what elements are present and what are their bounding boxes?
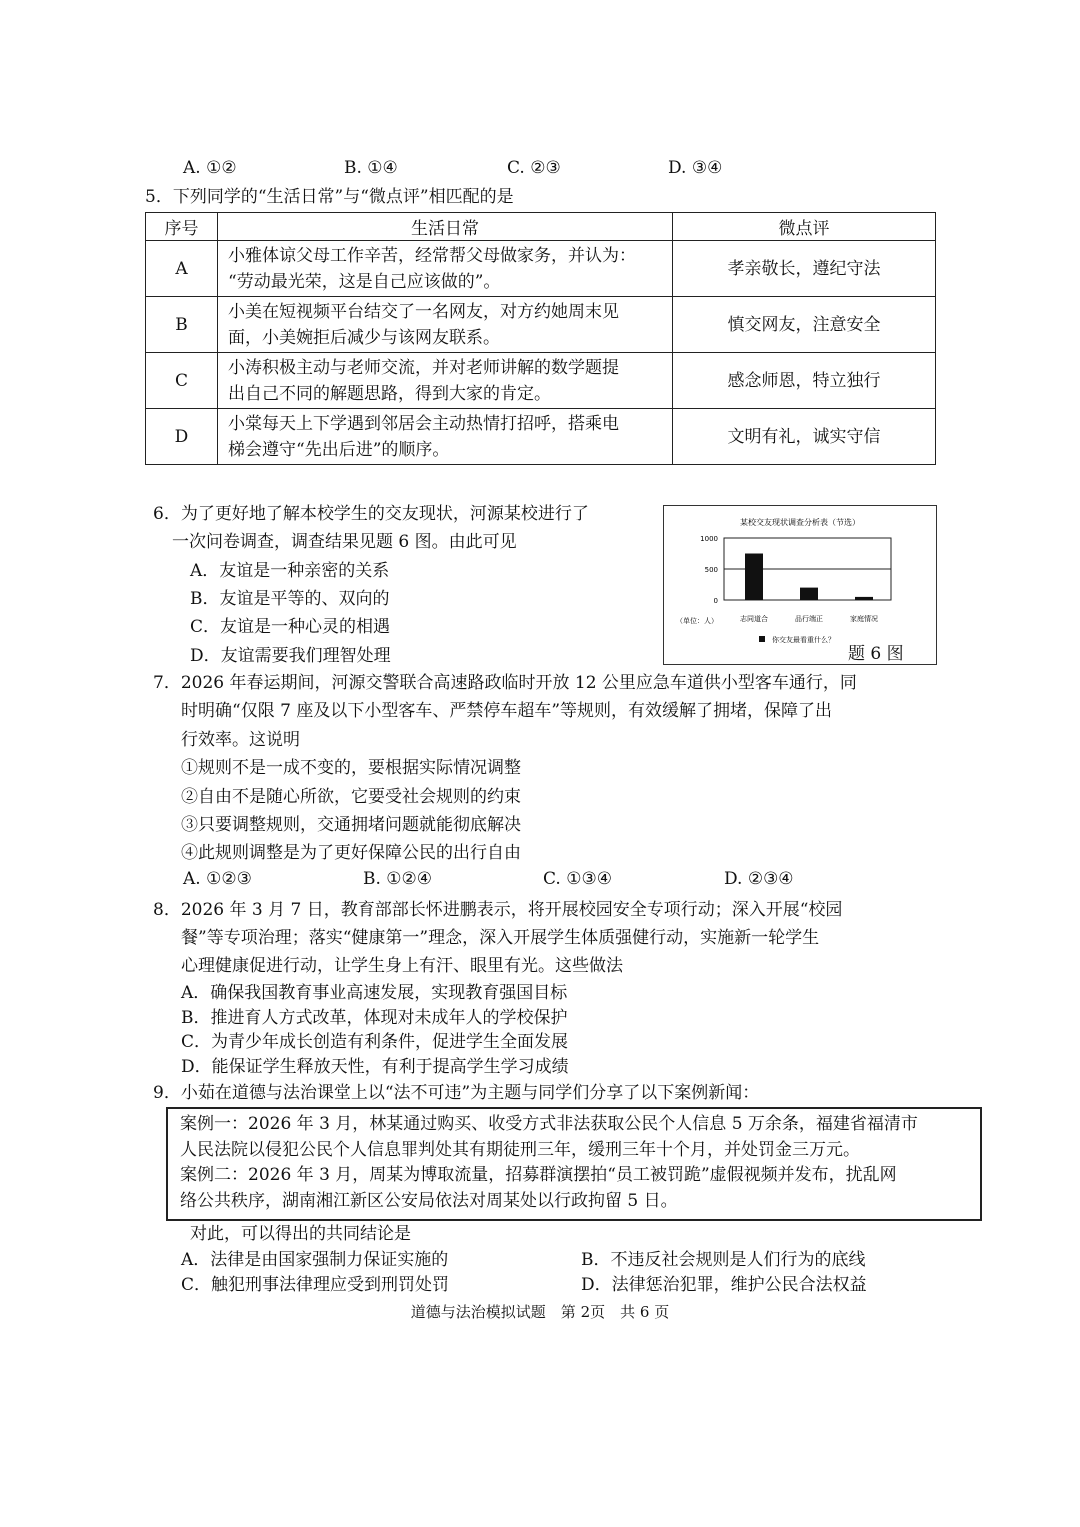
q6-stem-line-2: 一次问卷调查，调查结果见题 6 图。由此可见 bbox=[172, 532, 517, 552]
q9-stem: 9．小茹在道德与法治课堂上以“法不可违”为主题与同学们分享了以下案例新闻： bbox=[153, 1083, 760, 1103]
legend-label: 你交友最看重什么？ bbox=[772, 636, 835, 644]
row-id: B bbox=[146, 297, 218, 353]
x-tick-label: 家庭情况 bbox=[850, 615, 878, 623]
q9-option-b: B．不违反社会规则是人们行为的底线 bbox=[581, 1250, 866, 1270]
case-line: 案例二：2026 年 3 月，周某为博取流量，招募群演摆拍“员工被罚跪”虚假视频并发布，扰乱网 bbox=[180, 1165, 897, 1185]
chart-title: 某校交友现状调查分析表（节选） bbox=[740, 518, 860, 527]
row-daily bbox=[218, 241, 673, 297]
q9-prompt: 对此，可以得出的共同结论是 bbox=[190, 1224, 411, 1244]
q7-option-a: A. ①②③ bbox=[183, 869, 252, 889]
q4-option-c: C. ②③ bbox=[507, 158, 561, 178]
x-tick-label: 志同道合 bbox=[740, 615, 768, 623]
q8-option-a: A．确保我国教育事业高速发展，实现教育强国目标 bbox=[181, 983, 568, 1003]
q6-option-b: B．友谊是平等的、双向的 bbox=[190, 589, 390, 609]
daily-line: 梯会遵守“先出后进”的顺序。 bbox=[228, 439, 450, 460]
q6-option-d: D．友谊需要我们理智处理 bbox=[190, 646, 391, 666]
row-id: A bbox=[146, 241, 218, 297]
bar-1 bbox=[745, 554, 763, 601]
header-daily: 生活日常 bbox=[218, 213, 673, 241]
q7-statement-3: ③只要调整规则，交通拥堵问题就能彻底解决 bbox=[181, 815, 521, 835]
row-daily bbox=[218, 353, 673, 409]
y-tick-label: 500 bbox=[704, 566, 718, 574]
case-line: 络公共秩序，湖南湘江新区公安局依法对周某处以行政拘留 5 日。 bbox=[180, 1191, 678, 1211]
case-line: 案例一：2026 年 3 月，林某通过购买、收受方式非法获取公民个人信息 5 万余条，福建省福清市 bbox=[180, 1114, 918, 1134]
q6-option-a: A．友谊是一种亲密的关系 bbox=[190, 561, 390, 581]
row-comment: 孝亲敬长，遵纪守法 bbox=[673, 241, 936, 297]
bar-2 bbox=[800, 588, 818, 600]
daily-line: 小棠每天上下学遇到邻居会主动热情打招呼，搭乘电 bbox=[228, 413, 619, 434]
q7-stem-line-2: 时明确“仅限 7 座及以下小型客车、严禁停车超车”等规则，有效缓解了拥堵，保障了出 bbox=[181, 701, 833, 721]
bar-3 bbox=[855, 597, 873, 600]
header-id: 序号 bbox=[146, 213, 218, 241]
daily-line: 小美在短视频平台结交了一名网友，对方约她周末见 bbox=[228, 301, 619, 322]
table-row bbox=[146, 353, 936, 409]
table-row bbox=[146, 241, 936, 297]
q7-option-d: D. ②③④ bbox=[724, 869, 794, 889]
daily-line: 小涛积极主动与老师交流，并对老师讲解的数学题提 bbox=[228, 357, 619, 378]
q5-stem: 5．下列同学的“生活日常”与“微点评”相匹配的是 bbox=[145, 187, 514, 207]
q8-stem-line-2: 餐”等专项治理；落实“健康第一”理念，深入开展学生体质强健行动，实施新一轮学生 bbox=[181, 928, 820, 948]
q8-option-b: B．推进育人方式改革，体现对未成年人的学校保护 bbox=[181, 1008, 568, 1028]
row-comment: 文明有礼，诚实守信 bbox=[673, 409, 936, 465]
legend-swatch bbox=[759, 636, 765, 642]
row-comment: 感念师恩，特立独行 bbox=[673, 353, 936, 409]
q9-option-a: A．法律是由国家强制力保证实施的 bbox=[181, 1250, 449, 1270]
figure-caption: 题 6 图 bbox=[848, 644, 904, 664]
row-id: C bbox=[146, 353, 218, 409]
q8-option-c: C．为青少年成长创造有利条件，促进学生全面发展 bbox=[181, 1032, 569, 1052]
row-daily bbox=[218, 297, 673, 353]
daily-line: 面，小美婉拒后减少与该网友联系。 bbox=[228, 327, 500, 348]
q4-option-d: D. ③④ bbox=[668, 158, 723, 178]
header-comment: 微点评 bbox=[673, 213, 936, 241]
table-header-row bbox=[146, 213, 936, 241]
y-tick-label: 0 bbox=[713, 597, 718, 605]
table-row bbox=[146, 409, 936, 465]
q7-option-c: C. ①③④ bbox=[543, 869, 612, 889]
row-daily bbox=[218, 409, 673, 465]
page-footer: 道德与法治模拟试题 第 2页 共 6 页 bbox=[410, 1303, 670, 1321]
table-row bbox=[146, 297, 936, 353]
q8-stem-line-1: 8．2026 年 3 月 7 日，教育部部长怀进鹏表示，将开展校园安全专项行动；深入开展“校园 bbox=[153, 900, 843, 920]
q7-stem-line-3: 行效率。这说明 bbox=[181, 730, 300, 750]
q9-option-c: C．触犯刑事法律理应受到刑罚处罚 bbox=[181, 1275, 450, 1295]
x-tick-label: 品行端正 bbox=[795, 615, 823, 623]
case-line: 人民法院以侵犯公民个人信息罪判处其有期徒刑三年，缓刑三年十个月，并处罚金三万元。 bbox=[180, 1140, 860, 1160]
row-id: D bbox=[146, 409, 218, 465]
q6-stem-line-1: 6．为了更好地了解本校学生的交友现状，河源某校进行了 bbox=[153, 504, 589, 524]
daily-line: 小雅体谅父母工作辛苦，经常帮父母做家务，并认为： bbox=[228, 245, 636, 266]
q8-stem-line-3: 心理健康促进行动，让学生身上有汗、眼里有光。这些做法 bbox=[181, 956, 623, 976]
q6-option-c: C．友谊是一种心灵的相遇 bbox=[190, 617, 391, 637]
q8-option-d: D．能保证学生释放天性，有利于提高学生学习成绩 bbox=[181, 1057, 569, 1077]
row-comment: 慎交网友，注意安全 bbox=[673, 297, 936, 353]
q7-statement-4: ④此规则调整是为了更好保障公民的出行自由 bbox=[181, 843, 521, 863]
q6-figure bbox=[663, 505, 937, 665]
q4-option-b: B. ①④ bbox=[344, 158, 398, 178]
unit-label: （单位：人） bbox=[676, 617, 718, 625]
q7-statement-1: ①规则不是一成不变的，要根据实际情况调整 bbox=[181, 758, 521, 778]
q9-case-box bbox=[166, 1107, 982, 1221]
q4-option-a: A. ①② bbox=[183, 158, 237, 178]
q9-option-d: D．法律惩治犯罪，维护公民合法权益 bbox=[581, 1275, 867, 1295]
q7-stem-line-1: 7．2026 年春运期间，河源交警联合高速路政临时开放 12 公里应急车道供小型客车通行，同 bbox=[153, 673, 857, 693]
daily-line: 出自己不同的解题思路，得到大家的肯定。 bbox=[228, 383, 551, 404]
q7-statement-2: ②自由不是随心所欲，它要受社会规则的约束 bbox=[181, 787, 521, 807]
y-tick-label: 1000 bbox=[700, 535, 718, 543]
q7-option-b: B. ①②④ bbox=[363, 869, 433, 889]
q5-table bbox=[145, 212, 936, 465]
daily-line: “劳动最光荣，这是自己应该做的”。 bbox=[228, 271, 501, 292]
